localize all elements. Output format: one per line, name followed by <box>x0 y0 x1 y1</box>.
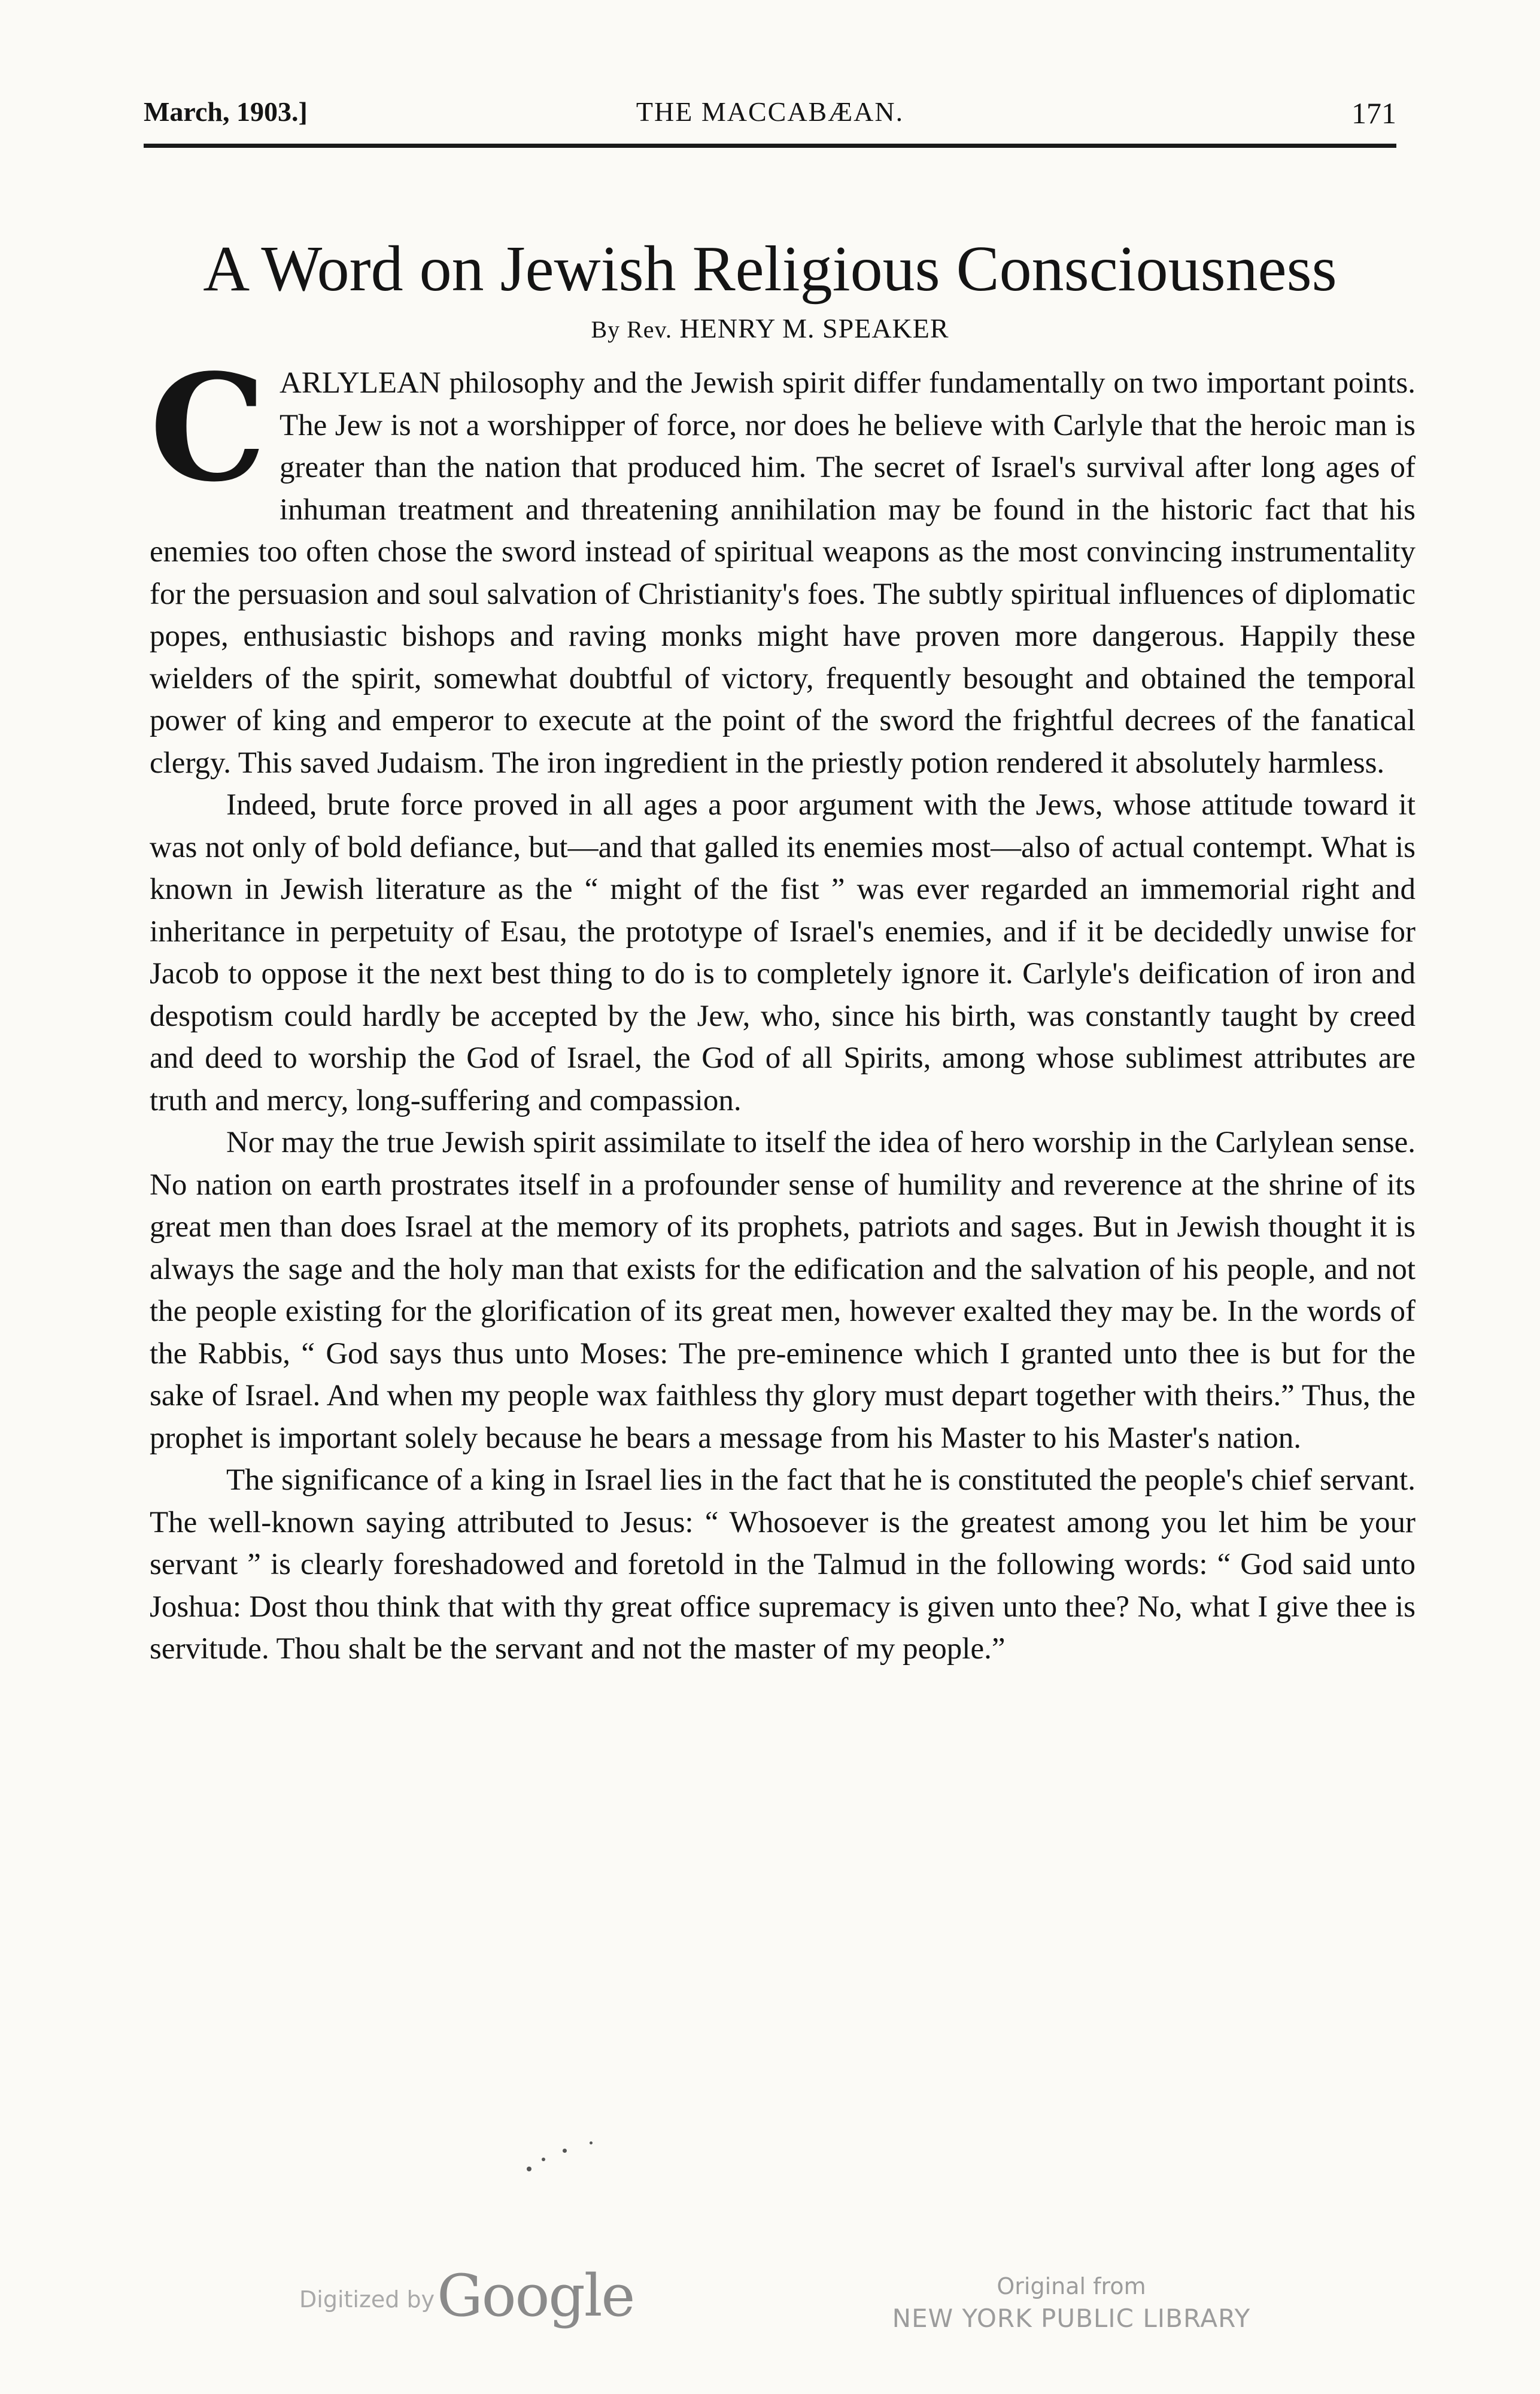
author-name: HENRY M. SPEAKER <box>679 313 949 344</box>
article-body <box>150 342 1416 1670</box>
issue-date: March, 1903.] <box>144 96 308 127</box>
paragraph-2: Indeed, brute force proved in all ages a poor argument with the Jews, whose attitude toward it was not only of bold defiance, but—and that galled its enemies most—also of actual contempt. What is known in Jewish literature as the “ might of the fist ” was ever regarded an immemorial right and inheritance in perpetuity of Esau, the prototype of Israel's enemies, and if it be decidedly unwise for Jacob to oppose it the next best thing to do is to completely ignore it. Carlyle's deification of iron and despotism could hardly be accepted by the Jew, who, since his birth, was constantly taught by creed and deed to worship the God of Israel, the God of all Spirits, among whose sublimest attributes are truth and mercy, long-suffering and compassion. <box>150 788 1416 1117</box>
digitized-by-text: Digitized by <box>299 2286 435 2313</box>
source-library-mark <box>880 2271 1263 2336</box>
paragraph-4: The significance of a king in Israel lies in the fact that he is constituted the people's chief servant. The well-known saying attributed to Jesus: “ Whosoever is the greatest among you let him be your servant ” is clearly foreshadowed and foretold in the Talmud in the following words: “ God said unto Joshua: Dost thou think that with thy great office supremacy is given unto thee? No, what I give thee is servitude. Thou shalt be the servant and not the master of my people.” <box>150 1463 1416 1666</box>
paragraph-3: Nor may the true Jewish spirit assimilate to itself the idea of hero worship in the Carlylean sense. No nation on earth prostrates itself in a profounder sense of humility and reverence at the shrine of its great men than does Israel at the memory of its prophets, patriots and sages. But in Jewish thought it is always the sage and the holy man that exists for the edification and the salvation of his people, and not the people existing for the glorification of its great men, however exalted they may be. In the words of the Rabbis, “ God says thus unto Moses: The pre-eminence which I granted unto thee is but for the sake of Israel. And when my people wax faithless thy glory must depart together with theirs.” Thus, the prophet is important solely because he bears a message from his Master to his Master's nation. <box>150 1126 1416 1455</box>
original-from-text: Original from <box>997 2273 1146 2299</box>
byline-prefix: By Rev. <box>591 316 672 343</box>
ink-speck <box>527 2167 531 2171</box>
journal-name: THE MACCABÆAN. <box>636 96 904 127</box>
google-logo: Google <box>437 2262 634 2329</box>
running-head <box>144 90 1396 138</box>
ink-speck <box>563 2149 567 2153</box>
ink-speck <box>590 2141 593 2144</box>
byline <box>144 312 1396 344</box>
header-rule <box>144 144 1396 148</box>
page-number: 171 <box>1351 96 1396 130</box>
digitized-by-mark <box>299 2262 634 2334</box>
ink-speck <box>542 2158 545 2161</box>
library-name: NEW YORK PUBLIC LIBRARY <box>892 2304 1251 2333</box>
drop-cap: C <box>150 342 266 514</box>
article-title: A Word on Jewish Religious Consciousness <box>203 233 1337 305</box>
paragraph-1 <box>150 342 1416 784</box>
paragraph-1-text: ARLYLEAN philosophy and the Jewish spirit differ fundamentally on two important points. The Jew is not a worshipper of force, nor does he believe with Carlyle that the heroic man is greater than the nation that produced him. The secret of Israel's survival after long ages of inhuman treatment and threatening annihilation may be found in the historic fact that his enemies too often chose the sword instead of spiritual weapons as the most convincing instrumentality for the persuasion and soul salvation of Christianity's foes. The subtly spiritual influences of diplomatic popes, enthusiastic bishops and raving monks might have proven more dangerous. Happily these wielders of the spirit, somewhat doubtful of victory, frequently besought and obtained the temporal power of king and emperor to execute at the point of the sword the frightful decrees of the fanatical clergy. This saved Judaism. The iron ingredient in the priestly potion rendered it absolutely harmless. <box>150 366 1416 780</box>
